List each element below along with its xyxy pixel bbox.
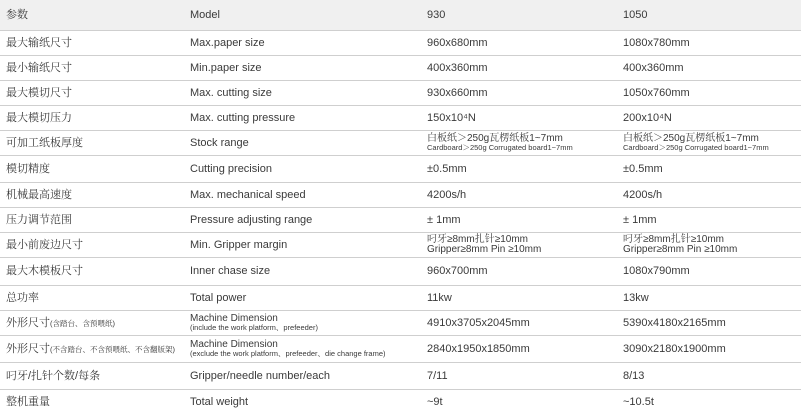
table-row [0, 285, 801, 310]
param-en-line: Pressure adjusting range [190, 213, 313, 226]
table-row [0, 310, 801, 335]
param-cn-label: 最大输纸尺寸 [6, 36, 72, 49]
value-930-line: 960x680mm [427, 36, 488, 49]
param-cn [6, 389, 181, 414]
param-en-line: Machine Dimension [190, 312, 278, 324]
value-930-line: 4910x3705x2045mm [427, 316, 530, 329]
value-930 [427, 80, 617, 105]
param-en-line: Inner chase size [190, 265, 271, 277]
param-en-line: Total weight [190, 395, 249, 408]
table-row [0, 335, 801, 362]
value-930 [427, 362, 617, 389]
value-1050-line: 1050x760mm [623, 86, 690, 99]
header-model-1050-text: 1050 [623, 9, 648, 21]
value-1050 [623, 362, 801, 389]
value-1050-line: ± 1mm [623, 213, 657, 226]
value-1050-line: 白板纸＞250g瓦楞纸板1~7mm [623, 132, 759, 144]
param-cn-text [6, 62, 181, 74]
value-930 [427, 55, 617, 80]
value-930-line: 400x360mm [427, 61, 488, 74]
param-cn-text [6, 137, 181, 149]
header-row [0, 0, 801, 30]
param-en [190, 257, 415, 285]
param-cn-label: 模切精度 [6, 162, 50, 175]
param-cn-text [6, 265, 181, 277]
value-930 [427, 257, 617, 285]
table-row [0, 257, 801, 285]
param-en-line: Gripper/needle number/each [190, 369, 331, 382]
value-1050 [623, 30, 801, 55]
value-1050 [623, 207, 801, 232]
value-1050-line: Gripper≥8mm Pin ≥10mm [623, 243, 738, 255]
value-930-line: 930x660mm [427, 86, 488, 99]
param-en-line: Cutting precision [190, 162, 272, 175]
table-row [0, 80, 801, 105]
value-1050 [623, 155, 801, 182]
header-model-930 [427, 0, 617, 30]
param-en-line: (include the work platform、prefeeder) [190, 322, 318, 332]
param-en [190, 130, 415, 155]
value-930 [427, 232, 617, 257]
param-en-line: Max. cutting pressure [190, 111, 296, 124]
param-cn-text [6, 343, 181, 355]
param-en [190, 55, 415, 80]
value-930-line: 11kw [427, 291, 452, 304]
value-1050-line: Cardboard＞250g Corrugated board1~7mm [623, 142, 769, 152]
param-cn [6, 362, 181, 389]
param-en [190, 362, 415, 389]
value-930 [427, 30, 617, 55]
header-param-text: 参数 [6, 9, 28, 21]
param-cn [6, 105, 181, 130]
param-en-line: Max. mechanical speed [190, 188, 306, 201]
param-cn-text [6, 112, 181, 124]
value-1050 [623, 257, 801, 285]
param-en-line: Machine Dimension [190, 338, 278, 350]
param-cn-text [6, 292, 181, 304]
value-930 [427, 389, 617, 414]
value-1050-line: 13kw [623, 291, 649, 304]
param-cn-label: 外形尺寸 [6, 316, 50, 329]
value-1050 [623, 310, 801, 335]
param-cn [6, 155, 181, 182]
param-cn-text [6, 370, 181, 382]
table-row [0, 155, 801, 182]
table-row [0, 362, 801, 389]
table-row [0, 105, 801, 130]
param-cn [6, 207, 181, 232]
value-1050 [623, 55, 801, 80]
value-930 [427, 207, 617, 232]
param-en-line: (exclude the work platform、prefeeder、die change frame) [190, 348, 386, 358]
param-cn [6, 335, 181, 362]
param-cn-text [6, 163, 181, 175]
param-en [190, 155, 415, 182]
param-en [190, 105, 415, 130]
param-cn-text [6, 214, 181, 226]
value-1050 [623, 335, 801, 362]
param-cn [6, 182, 181, 207]
value-930 [427, 155, 617, 182]
value-930 [427, 182, 617, 207]
param-cn [6, 257, 181, 285]
value-1050 [623, 182, 801, 207]
table-row [0, 389, 801, 414]
table-row [0, 232, 801, 257]
value-930-line: Gripper≥8mm Pin ≥10mm [427, 243, 542, 255]
header-model-text: Model [190, 9, 220, 21]
table-row [0, 30, 801, 55]
param-cn-label: 最大模切压力 [6, 111, 72, 124]
value-930 [427, 105, 617, 130]
value-930-line: 7/11 [427, 369, 448, 382]
param-cn [6, 80, 181, 105]
param-cn-label: 整机重量 [6, 395, 50, 408]
value-930 [427, 310, 617, 335]
value-1050-line: 1080x780mm [623, 36, 690, 49]
param-cn-label: 总功率 [6, 291, 39, 304]
table-row [0, 182, 801, 207]
value-930 [427, 335, 617, 362]
param-cn [6, 232, 181, 257]
param-cn-text [6, 239, 181, 251]
value-1050 [623, 80, 801, 105]
header-model-1050 [623, 0, 801, 30]
value-930-line: 150x10⁴N [427, 111, 476, 124]
param-en-line: Max. cutting size [190, 86, 272, 99]
param-cn [6, 30, 181, 55]
value-1050-line: ~10.5t [623, 395, 654, 408]
value-1050-line: 200x10⁴N [623, 111, 672, 124]
param-en [190, 310, 415, 335]
param-cn-text [6, 37, 181, 49]
param-en [190, 335, 415, 362]
param-en [190, 207, 415, 232]
value-930-line: 白板纸＞250g瓦楞纸板1~7mm [427, 132, 563, 144]
value-1050 [623, 232, 801, 257]
param-cn-text [6, 87, 181, 99]
value-930-line: Cardboard＞250g Corrugated board1~7mm [427, 142, 573, 152]
value-1050-line: ±0.5mm [623, 162, 663, 175]
value-1050-line: 叼牙≥8mm扎针≥10mm [623, 233, 724, 245]
value-930-line: 叼牙≥8mm扎针≥10mm [427, 233, 528, 245]
value-930-line: ~9t [427, 395, 443, 408]
param-cn [6, 55, 181, 80]
param-cn-label: 叼牙/扎针个数/每条 [6, 369, 101, 382]
value-1050-line: 4200s/h [623, 188, 663, 201]
param-cn-label: 机械最高速度 [6, 188, 72, 201]
value-930-line: 2840x1950x1850mm [427, 342, 530, 355]
param-en [190, 30, 415, 55]
param-cn [6, 285, 181, 310]
table-row [0, 55, 801, 80]
param-cn-label: 最大模切尺寸 [6, 86, 72, 99]
param-cn-label: 外形尺寸 [6, 342, 50, 355]
param-en [190, 232, 415, 257]
param-cn-label: 最小输纸尺寸 [6, 61, 72, 74]
param-cn-text [6, 317, 181, 329]
table-row [0, 207, 801, 232]
param-en-line: Min.paper size [190, 61, 262, 74]
param-en-line: Stock range [190, 136, 249, 149]
value-1050-line: 3090x2180x1900mm [623, 342, 726, 355]
param-en [190, 80, 415, 105]
param-en [190, 285, 415, 310]
value-1050 [623, 105, 801, 130]
value-930-line: ± 1mm [427, 213, 461, 226]
value-930-line: 4200s/h [427, 188, 467, 201]
table-row [0, 130, 801, 155]
header-model-930-text: 930 [427, 9, 446, 21]
param-cn [6, 310, 181, 335]
header-model [190, 0, 415, 30]
param-cn-text [6, 189, 181, 201]
param-cn-label: 最大木模板尺寸 [6, 265, 83, 277]
value-1050 [623, 285, 801, 310]
param-cn-note: (含踏台、含预喂纸) [50, 318, 115, 328]
param-cn [6, 130, 181, 155]
param-en-line: Max.paper size [190, 36, 265, 49]
param-en [190, 182, 415, 207]
value-1050-line: 8/13 [623, 369, 645, 382]
value-930 [427, 285, 617, 310]
param-en-line: Total power [190, 291, 247, 304]
value-930-line: 960x700mm [427, 265, 488, 277]
value-1050 [623, 389, 801, 414]
header-param [6, 0, 181, 30]
value-1050-line: 1080x790mm [623, 265, 690, 277]
value-1050-line: 400x360mm [623, 61, 684, 74]
value-1050 [623, 130, 801, 155]
param-en-line: Min. Gripper margin [190, 238, 288, 251]
param-cn-label: 最小前废边尺寸 [6, 238, 83, 251]
value-930 [427, 130, 617, 155]
param-cn-text [6, 396, 181, 408]
value-930-line: ±0.5mm [427, 162, 467, 175]
param-cn-label: 可加工纸板厚度 [6, 136, 83, 149]
param-cn-note: (不含踏台、不含预喂纸、不含翻版架) [50, 344, 175, 354]
value-1050-line: 5390x4180x2165mm [623, 316, 726, 329]
param-cn-label: 压力调节范围 [6, 213, 72, 226]
param-en [190, 389, 415, 414]
